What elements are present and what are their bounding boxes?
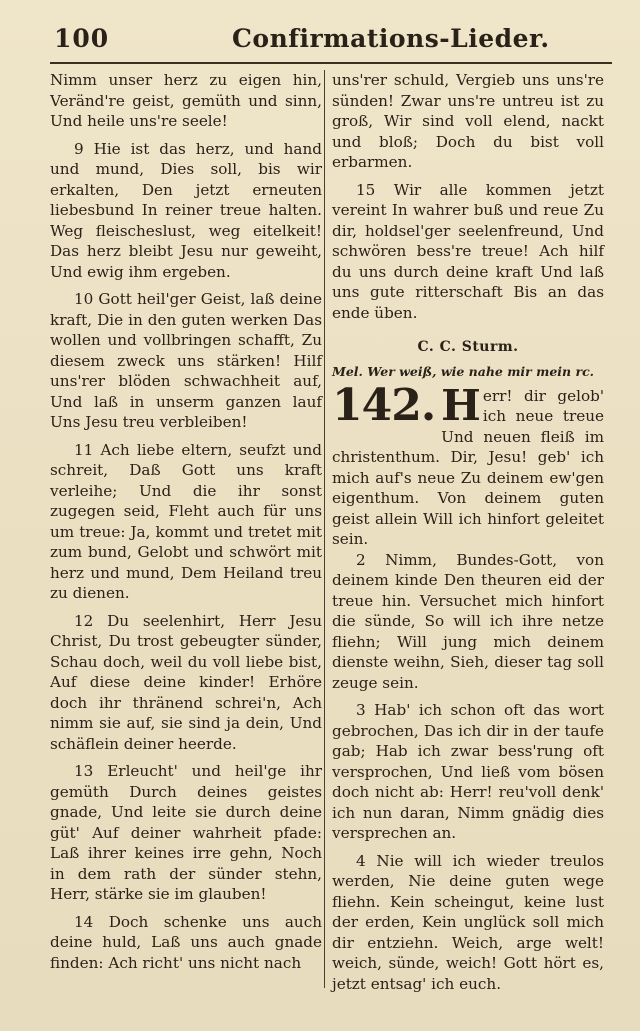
verse-11: 11 Ach liebe eltern, seufzt und schreit, Daß Gott uns kraft verleihe; Und die ihr sonst zugegen seid, Fleht auch für uns um treue: Ja, kommt und tretet mit zum bund, Gelobt und schwört mit herz und mund, Dem Heiland treu zu dienen. (50, 440, 322, 602)
page-header (54, 24, 614, 60)
page-number: 100 (54, 24, 110, 53)
column-divider (324, 70, 325, 988)
header-rule (50, 62, 612, 64)
verse-continuation: Nimm unser herz zu eigen hin, Veränd're geist, gemüth und sinn, Und heile uns're seele! (50, 71, 322, 130)
hymn-verse-3: 3 Hab' ich schon oft das wort gebrochen, Das ich dir in der taufe gab; Hab ich zwar bess'rung oft versprochen, Und ließ vom bösen doch nicht ab: Herr! reu'voll denk' ich nun daran, Nimm gnädig dies versprechen an. (332, 701, 604, 842)
verse-13: 13 Erleucht' und heil'ge ihr gemüth Durch deines geistes gnade, Und leite sie durch deine güt' Auf deiner wahrheit pfade: Laß ihrer keines irre gehn, Noch in dem rath der sünder stehn, Herr, stärke sie im glauben! (50, 762, 322, 903)
hymn-first-verse-text: err! dir gelob' ich neue treue Und neuen fleiß im christenthum. Dir, Jesu! geb' ich mich auf's neue Zu deinem ew'gen eigenthum. Von deinem guten geist allein Will ich hinfort geleitet sein. (332, 386, 604, 548)
left-column (50, 70, 322, 973)
hymn-author: C. C. Sturm. (417, 339, 519, 355)
verse-12: 12 Du seelenhirt, Herr Jesu Christ, Du trost gebeugter sünder, Schau doch, weil du voll liebe bist, Auf diese deine kinder! Erhöre doch ihr thränend schrei'n, Ach nimm sie auf, sie sind ja dein, Und schäflein deiner heerde. (50, 611, 322, 753)
running-title: Confirmations-Lieder. (232, 24, 550, 53)
verse-9: 9 Hie ist das herz, und hand und mund, Dies soll, bis wir erkalten, Den jetzt erneuten liebesbund In reiner treue halten. Weg fleischeslust, weg eitelkeit! Das herz bleibt Jesu nur geweiht, Und ewig ihm ergeben. (50, 139, 322, 281)
verse-14-continuation: uns'rer schuld, Vergieb uns uns're sünden! Zwar uns're untreu ist zu groß, Wir sind voll elend, nackt und bloß; Doch du bist voll erbarmen. (332, 71, 604, 171)
hymn-verse-4: 4 Nie will ich wieder treulos werden, Nie deine guten wege fliehn. Kein scheingut, keine lust der erden, Kein unglück soll mich dir entziehn. Weich, arge welt! weich, sünde, weich! Gott hört es, jetzt entsag' ich euch. (332, 851, 604, 993)
hymn-number: 142. (332, 379, 436, 431)
hymn-verse-2: 2 Nimm, Bundes-Gott, von deinem kinde Den theuren eid der treue hin. Versuchet mich hinfort die sünde, So will ich ihre netze fliehn; Will jung mich deinem dienste weihn, Sieh, dieser tag soll zeuge sein. (332, 550, 604, 692)
verse-15: 15 Wir alle kommen jetzt vereint In wahrer buß und reue Zu dir, holdsel'ger seelenfreund, Und schwören bess're treue! Ach hilf du uns durch deine kraft Und laß uns gute ritterschaft Bis an das ende üben. (332, 180, 604, 322)
drop-capital: H (441, 380, 481, 430)
right-column (332, 70, 604, 994)
hymn-142-verse-1 (332, 379, 604, 550)
verse-10: 10 Gott heil'ger Geist, laß deine kraft, Die in den guten werken Das wollen und vollbringen schafft, Zu diesem zweck uns stärken! Hilf uns'rer blöden schwachheit auf, Und laß in unserm ganzen lauf Uns Jesu treu verbleiben! (50, 290, 322, 431)
melody-line: Mel. Wer weiß, wie nahe mir mein rc. (332, 363, 595, 379)
verse-14: 14 Doch schenke uns auch deine huld, Laß uns auch gnade finden: Ach richt' uns nicht nach (50, 912, 322, 972)
